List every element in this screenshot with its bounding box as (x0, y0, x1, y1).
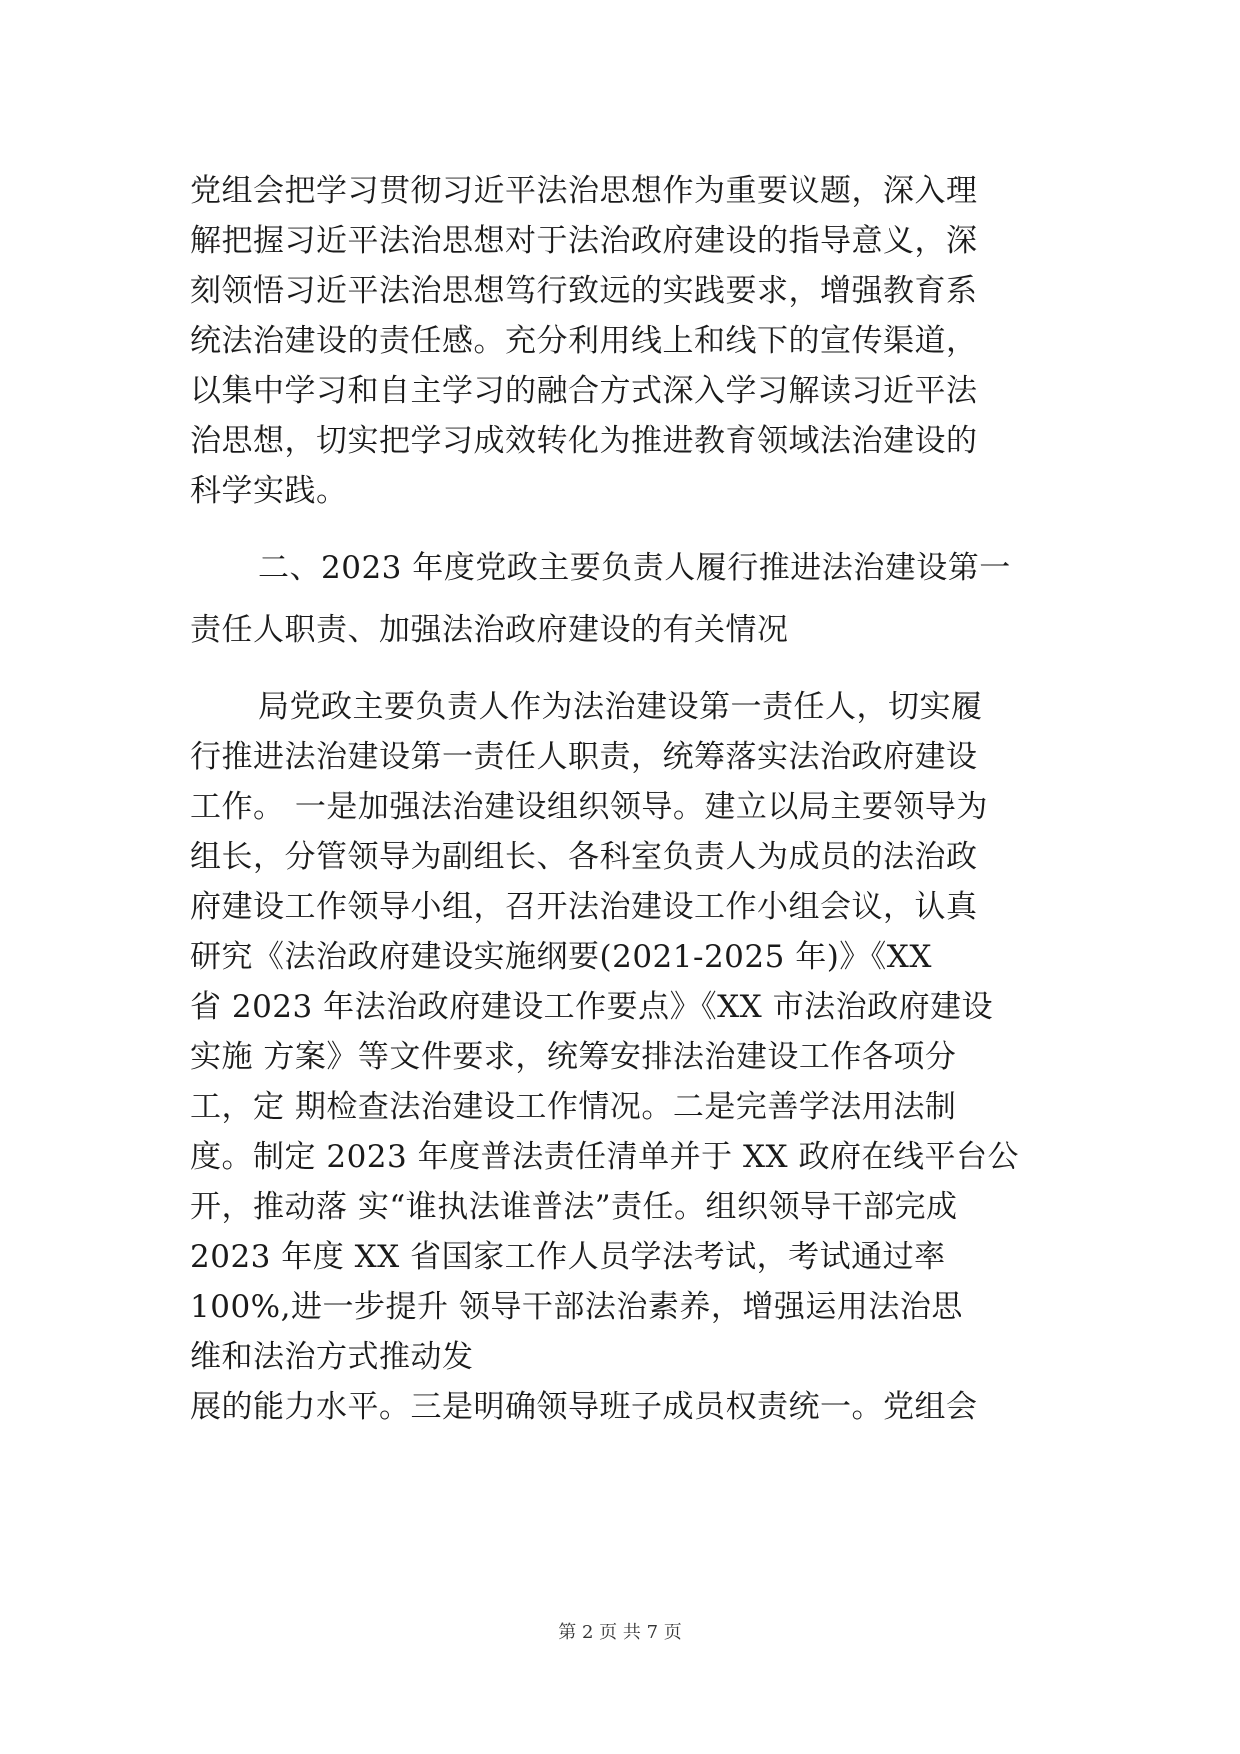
paragraph-line: 刻领悟习近平法治思想笃行致远的实践要求，增强教育系 (190, 273, 978, 309)
paragraph-line: 局党政主要负责人作为法治建设第一责任人，切实履 (258, 689, 983, 725)
paragraph-line: 展的能力水平。三是明确领导班子成员权责统一。党组会 (190, 1389, 978, 1425)
paragraph-line: 统法治建设的责任感。充分利用线上和线下的宣传渠道， (190, 323, 978, 359)
paragraph-line: 省 2023 年法治政府建设工作要点》《XX 市法治政府建设 (190, 989, 994, 1025)
paragraph-line: 2023 年度 XX 省国家工作人员学法考试，考试通过率 (190, 1239, 946, 1275)
paragraph-line: 党组会把学习贯彻习近平法治思想作为重要议题，深入理 (190, 173, 978, 209)
paragraph-line: 实施 方案》等文件要求，统筹安排法治建设工作各项分 (190, 1039, 957, 1075)
paragraph-line: 100%,进一步提升 领导干部法治素养，增强运用法治思 (190, 1289, 963, 1325)
page-number: 第 2 页 共 7 页 (558, 1622, 682, 1643)
section-heading: 责任人职责、加强法治政府建设的有关情况 (190, 612, 789, 648)
paragraph-line: 研究《法治政府建设实施纲要(2021-2025 年)》《XX (190, 939, 932, 975)
paragraph-line: 工，定 期检查法治建设工作情况。二是完善学法用法制 (190, 1089, 957, 1125)
paragraph-line: 开，推动落 实“谁执法谁普法”责任。组织领导干部完成 (190, 1189, 958, 1225)
paragraph-line: 度。制定 2023 年度普法责任清单并于 XX 政府在线平台公 (190, 1139, 1019, 1175)
section-heading: 二、2023 年度党政主要负责人履行推进法治建设第一 (258, 550, 1011, 586)
paragraph-line: 工作。 一是加强法治建设组织领导。建立以局主要领导为 (190, 789, 988, 825)
paragraph-line: 行推进法治建设第一责任人职责，统筹落实法治政府建设 (190, 739, 978, 775)
paragraph-line: 解把握习近平法治思想对于法治政府建设的指导意义，深 (190, 223, 978, 259)
paragraph-line: 维和法治方式推动发 (190, 1339, 474, 1375)
paragraph-line: 府建设工作领导小组，召开法治建设工作小组会议，认真 (190, 889, 978, 925)
paragraph-line: 以集中学习和自主学习的融合方式深入学习解读习近平法 (190, 373, 978, 409)
paragraph-line: 组长，分管领导为副组长、各科室负责人为成员的法治政 (190, 839, 978, 875)
paragraph-line: 治思想，切实把学习成效转化为推进教育领域法治建设的 (190, 423, 978, 459)
paragraph-line: 科学实践。 (190, 473, 348, 509)
